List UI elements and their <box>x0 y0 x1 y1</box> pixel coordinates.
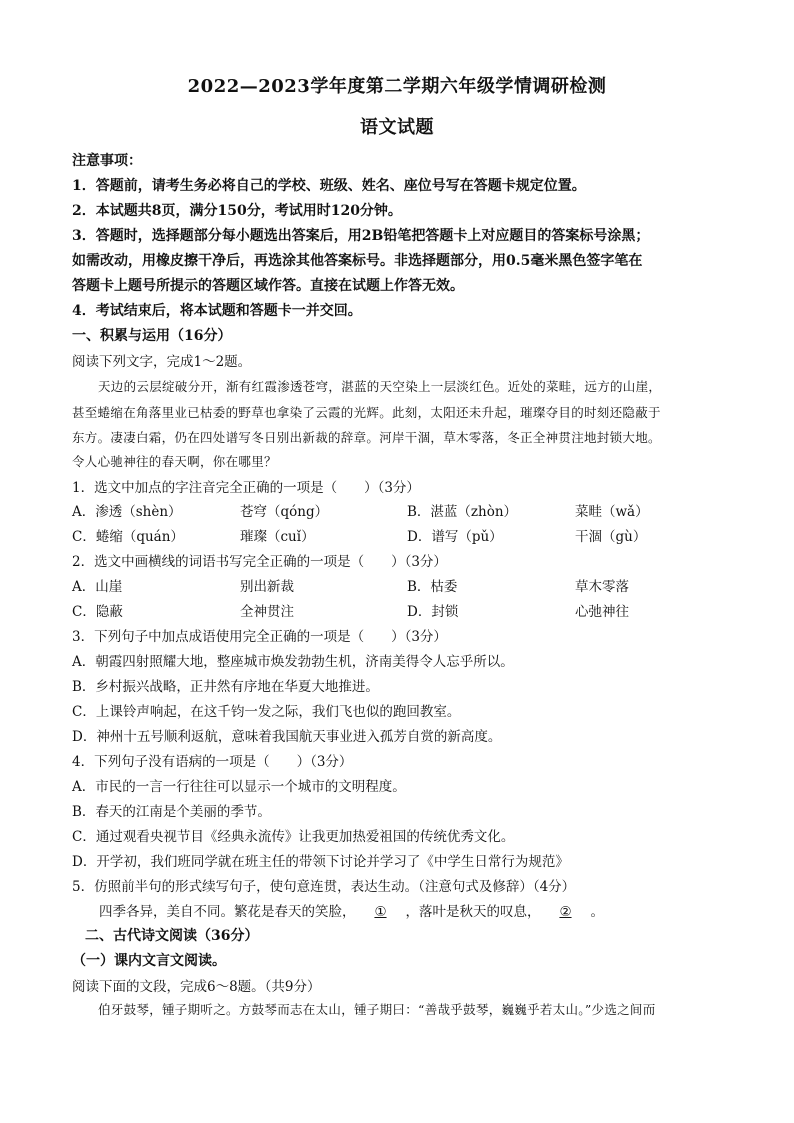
notice-item: 如需改动，用橡皮擦干净后，再选涂其他答案标号。非选择题部分，用0.5毫米黑色签字笔在 <box>72 253 643 269</box>
classical-passage: 伯牙鼓琴，锺子期听之。方鼓琴而志在太山，锺子期曰：“善哉乎鼓琴，巍巍乎若太山。”少选之间而 <box>98 1002 656 1017</box>
exam-title: 2022—2023学年度第二学期六年级学情调研检测 <box>187 76 607 97</box>
notice-item: 答题卡上题号所提示的答题区域作答。直接在试题上作答无效。 <box>72 278 464 294</box>
sub-heading: （一）课内文言文阅读。 <box>72 953 226 969</box>
q2-option: B．枯委 <box>407 579 458 595</box>
passage-line: 东方。凄凄白霜，仍在四处谱写冬日别出新裁的辞章。河岸干涸，草木零落，冬正全神贯注地封锁大地。 <box>72 430 661 445</box>
exam-subtitle: 语文试题 <box>360 117 434 138</box>
q2-option: 心弛神往 <box>575 604 629 620</box>
q2-option: D．封锁 <box>407 604 459 620</box>
notice-item: 4．考试结束后，将本试题和答题卡一并交回。 <box>72 303 362 319</box>
section-instruction: 阅读下列文字，完成1～2题。 <box>72 354 252 370</box>
q5-text-a: 四季各异，美自不同。繁花是春天的笑脸， <box>99 904 356 920</box>
passage-line: 甚至蜷缩在角落里业已枯委的野草也拿染了云霞的光辉。此刻，太阳还未升起，璀璨夺目的时刻还隐蔽于 <box>72 405 661 420</box>
q5-sentence <box>99 900 734 920</box>
q4-option: B．春天的江南是个美丽的季节。 <box>72 804 271 820</box>
question-4-stem: 4．下列句子没有语病的一项是（ ）（3分） <box>72 754 353 770</box>
q4-option: C．通过观看央视节目《经典永流传》让我更加热爱祖国的传统优秀文化。 <box>72 829 515 845</box>
question-5-stem: 5．仿照前半句的形式续写句子，使句意连贯，表达生动。（注意句式及修辞）（4分） <box>72 879 576 895</box>
q1-option: D．谱写（pǔ） <box>407 529 503 545</box>
q2-option: 全神贯注 <box>240 604 294 620</box>
q2-option: C．隐蔽 <box>72 604 123 620</box>
passage-line: 令人心驰神往的春天啊，你在哪里？ <box>72 454 277 469</box>
notice-item: 1．答题前，请考生务必将自己的学校、班级、姓名、座位号写在答题卡规定位置。 <box>72 178 586 194</box>
q3-option: C．上课铃声响起，在这千钧一发之际，我们飞也似的跑回教室。 <box>72 704 461 720</box>
q5-text-b: ，落叶是秋天的叹息， <box>405 904 541 920</box>
notice-item: 3．答题时，选择题部分每小题选出答案后，用2B铅笔把答题卡上对应题目的答案标号涂黑； <box>72 228 650 244</box>
notice-item: 2．本试题共8页，满分150分，考试用时120分钟。 <box>72 203 402 219</box>
q4-option: A．市民的一言一行往往可以显示一个城市的文明程度。 <box>72 779 406 795</box>
q5-blank-2[interactable]: ② <box>559 904 572 920</box>
q1-option: 菜畦（wǎ） <box>575 504 649 520</box>
q3-option: A．朝霞四射照耀大地，整座城市焕发勃勃生机，济南美得令人忘乎所以。 <box>72 654 514 670</box>
q2-option: A．山崖 <box>72 579 123 595</box>
q3-option: B．乡村振兴战略，正井然有序地在华夏大地推进。 <box>72 679 379 695</box>
notice-heading: 注意事项： <box>72 153 142 169</box>
q1-option: 苍穹（qóng） <box>240 504 329 520</box>
q1-option: B．湛蓝（zhòn） <box>407 504 518 520</box>
question-3-stem: 3．下列句子中加点成语使用完全正确的一项是（ ）（3分） <box>72 629 447 645</box>
q5-blank-1[interactable]: ① <box>374 904 387 920</box>
passage-line: 天边的云层绽破分开，渐有红霞渗透苍穹，湛蓝的天空染上一层淡红色。近处的菜畦，远方的山崖， <box>98 379 662 394</box>
q1-option: 璀璨（cuǐ） <box>240 529 315 545</box>
question-1-stem: 1．选文中加点的字注音完全正确的一项是（ ）（3分） <box>72 480 420 496</box>
section-heading: 二、古代诗文阅读（36分） <box>85 928 259 944</box>
q2-option: 草木零落 <box>575 579 629 595</box>
section-heading: 一、积累与运用（16分） <box>72 328 232 344</box>
q2-option: 别出新裁 <box>240 579 294 595</box>
q1-option: C．蜷缩（quán） <box>72 529 184 545</box>
q4-option: D．开学初，我们班同学就在班主任的带领下讨论并学习了《中学生日常行为规范》 <box>72 854 569 870</box>
q1-option: A．渗透（shèn） <box>72 504 182 520</box>
section-instruction: 阅读下面的文段，完成6～8题。（共9分） <box>72 979 321 995</box>
q5-text-c: 。 <box>590 904 604 920</box>
q1-option: 干涸（gù） <box>575 529 647 545</box>
q3-option: D．神州十五号顺利返航，意味着我国航天事业进入孤芳自赏的新高度。 <box>72 729 502 745</box>
question-2-stem: 2．选文中画横线的词语书写完全正确的一项是（ ）（3分） <box>72 554 447 570</box>
